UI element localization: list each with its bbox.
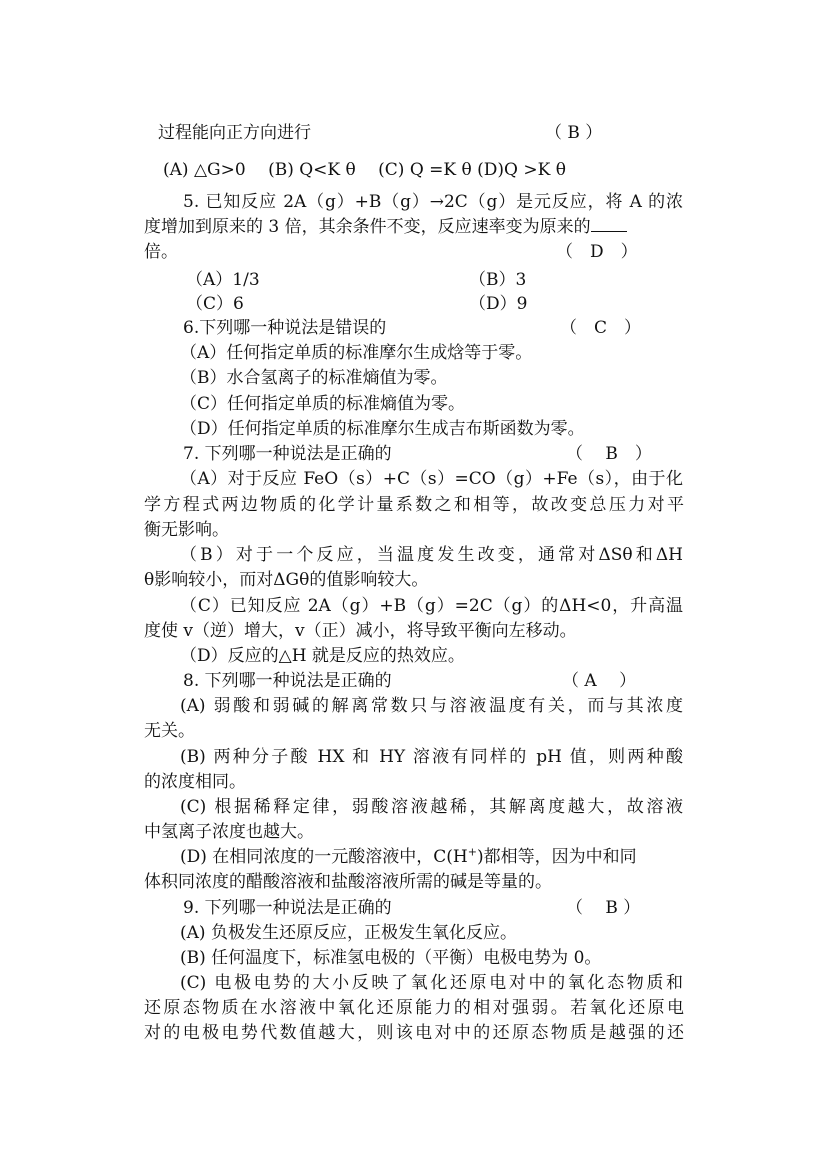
q9-stem: 9. 下列哪一种说法是正确的 — [183, 898, 392, 918]
q7-option-c-line1: （C）已知反应 2A（g）+B（g）=2C（g）的ΔH<0，升高温 — [180, 596, 683, 616]
q5-stem-line2 — [144, 215, 627, 239]
q9-option-c-line1: (C) 电极电势的大小反映了氧化还原电对中的氧化态物质和 — [180, 973, 683, 993]
q5-option-c: （C）6 — [186, 294, 244, 314]
q8-option-c-line2: 中氢离子浓度也越大。 — [144, 822, 314, 842]
q7-option-a-line1: （A）对于反应 FeO（s）+C（s）=CO（g）+Fe（s），由于化 — [180, 469, 683, 489]
answer-q9: （ B ） — [566, 898, 641, 918]
q8-option-d-text-b: )都相等，因为中和同 — [476, 847, 637, 867]
q8-option-b-line1: (B) 两种分子酸 HX 和 HY 溶液有同样的 pH 值，则两种酸 — [180, 747, 683, 767]
q5-option-d: （D）9 — [469, 294, 528, 314]
q5-stem-text: 度增加到原来的 3 倍，其余条件不变，反应速率变为原来的 — [144, 217, 591, 237]
q6-option-a: （A）任何指定单质的标准摩尔生成焓等于零。 — [180, 343, 533, 363]
line-process-direction: 过程能向正方向进行 — [158, 123, 311, 143]
q7-option-c-line2: 度使 v（逆）增大，v（正）减小，将导致平衡向左移动。 — [144, 621, 577, 641]
q5-stem-line3: 倍。 — [144, 242, 178, 262]
superscript-plus: + — [467, 845, 477, 859]
answer-q7: （ B ） — [566, 444, 652, 464]
q8-option-b-line2: 的浓度相同。 — [144, 772, 246, 792]
q4-options: (A) △G>0 (B) Q<K θ (C) Q =K θ (D)Q >K θ — [163, 160, 566, 180]
q8-option-a-line2: 无关。 — [144, 721, 195, 741]
q7-stem: 7. 下列哪一种说法是正确的 — [183, 444, 392, 464]
q5-stem-line1: 5. 已知反应 2A（g）+B（g）→2C（g）是元反应，将 A 的浓 — [183, 192, 683, 212]
q5-option-b: （B）3 — [469, 270, 527, 290]
answer-q4: （ B ） — [545, 123, 603, 143]
q8-option-d-text-a: (D) 在相同浓度的一元酸溶液中，C(H — [180, 847, 468, 867]
q6-option-b: （B）水合氢离子的标准熵值为零。 — [180, 368, 448, 388]
q7-option-b-line2: θ影响较小，而对ΔGθ的值影响较大。 — [144, 570, 429, 590]
q9-option-a: (A) 负极发生还原反应，正极发生氧化反应。 — [180, 923, 517, 943]
answer-q5: （ D ） — [556, 242, 638, 262]
q7-option-b-line1: （B）对于一个反应，当温度发生改变，通常对ΔSθ和ΔH — [180, 545, 683, 565]
q6-stem: 6.下列哪一种说法是错误的 — [183, 318, 387, 338]
answer-q8: （ A ） — [562, 671, 637, 691]
q5-option-a: （A）1/3 — [186, 270, 260, 290]
q6-option-d: （D）任何指定单质的标准摩尔生成吉布斯函数为零。 — [180, 419, 585, 439]
q9-option-b: (B) 任何温度下，标准氢电极的（平衡）电极电势为 0。 — [180, 948, 602, 968]
q7-option-d: （D）反应的△H 就是反应的热效应。 — [180, 646, 465, 666]
q7-option-a-line2: 学方程式两边物质的化学计量系数之和相等，故改变总压力对平 — [144, 495, 684, 515]
q9-option-c-line3: 对的电极电势代数值越大，则该电对中的还原态物质是越强的还 — [144, 1023, 684, 1043]
answer-q6: （ C ） — [560, 318, 642, 338]
q8-option-d-line1 — [180, 845, 637, 869]
q7-option-a-line3: 衡无影响。 — [144, 520, 229, 540]
q6-option-c: （C）任何指定单质的标准熵值为零。 — [180, 394, 466, 414]
answer-blank — [591, 215, 627, 232]
q9-option-c-line2: 还原态物质在水溶液中氧化还原能力的相对强弱。若氧化还原电 — [144, 998, 684, 1018]
q8-option-a-line1: (A) 弱酸和弱碱的解离常数只与溶液温度有关，而与其浓度 — [180, 696, 683, 716]
q8-stem: 8. 下列哪一种说法是正确的 — [183, 671, 392, 691]
q8-option-c-line1: (C) 根据稀释定律，弱酸溶液越稀，其解离度越大，故溶液 — [180, 797, 683, 817]
q8-option-d-line2: 体积同浓度的醋酸溶液和盐酸溶液所需的碱是等量的。 — [144, 872, 552, 892]
